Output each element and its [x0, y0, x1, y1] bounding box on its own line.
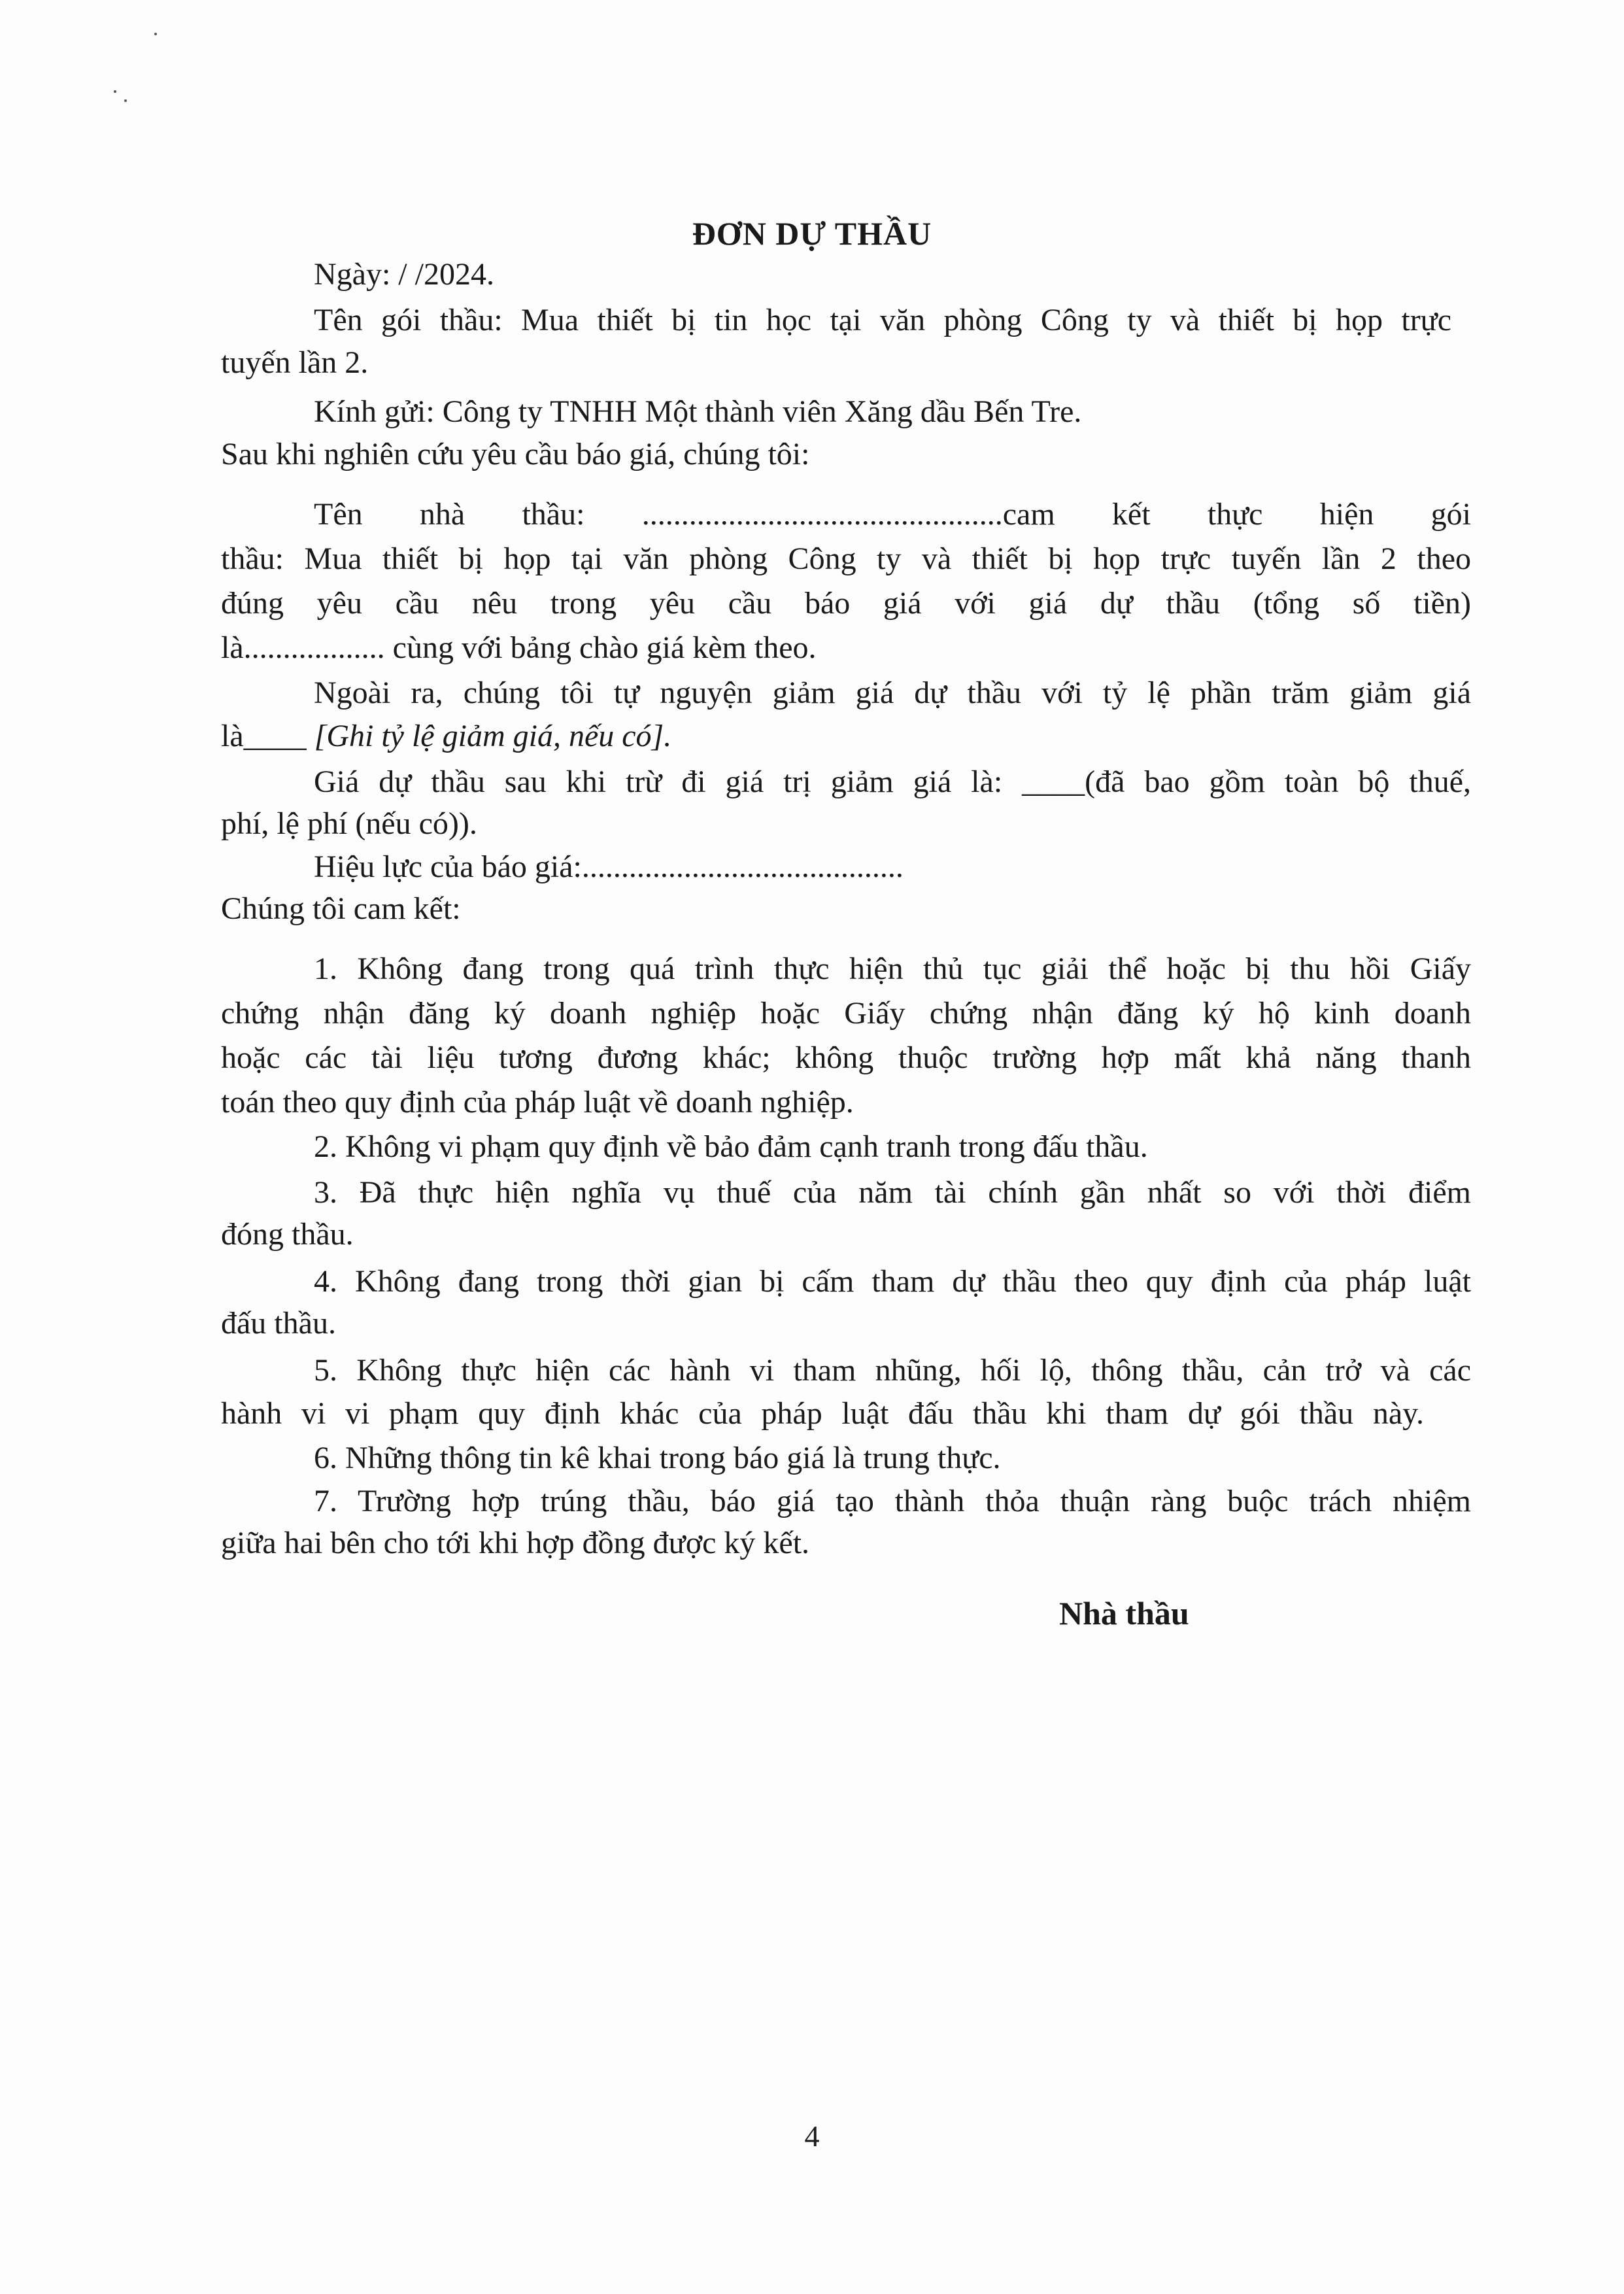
commitment-1-line-4: toán theo quy định của pháp luật về doanh nghiệp. — [221, 1085, 854, 1120]
discount-placeholder: [Ghi tỷ lệ giảm giá, nếu có]. — [314, 719, 672, 753]
price-line-1: Giá dự thầu sau khi trừ đi giá trị giảm giá là: ____(đã bao gồm toàn bộ thuế, — [314, 764, 1471, 799]
scan-speck — [124, 99, 127, 102]
commitment-7-line-1: 7. Trường hợp trúng thầu, báo giá tạo thành thỏa thuận ràng buộc trách nhiệm — [314, 1484, 1471, 1518]
bidder-line-1: Tên nhà thầu: ..............................................cam kết thực hiện gói — [314, 497, 1471, 532]
recipient-line: Kính gửi: Công ty TNHH Một thành viên Xăng dầu Bến Tre. — [314, 394, 1082, 429]
commitment-4-line-2: đấu thầu. — [221, 1306, 336, 1341]
commitment-1-line-1: 1. Không đang trong quá trình thực hiện thủ tục giải thể hoặc bị thu hồi Giấy — [314, 951, 1471, 986]
signature-label: Nhà thầu — [1059, 1595, 1189, 1632]
commitment-4-line-1: 4. Không đang trong thời gian bị cấm tham dự thầu theo quy định của pháp luật — [314, 1264, 1471, 1299]
discount-line-2 — [221, 717, 671, 756]
commitments-heading: Chúng tôi cam kết: — [221, 891, 461, 926]
discount-prefix: là____ — [221, 719, 314, 753]
bidder-line-3: đúng yêu cầu nêu trong yêu cầu báo giá với giá dự thầu (tổng số tiền) — [221, 586, 1471, 621]
scan-speck — [154, 33, 157, 35]
intro-line: Sau khi nghiên cứu yêu cầu báo giá, chúng tôi: — [221, 437, 810, 471]
price-line-2: phí, lệ phí (nếu có)). — [221, 806, 477, 841]
commitment-2: 2. Không vi phạm quy định về bảo đảm cạnh tranh trong đấu thầu. — [314, 1129, 1148, 1164]
commitment-6: 6. Những thông tin kê khai trong báo giá là trung thực. — [314, 1441, 1001, 1475]
page-number: 4 — [804, 2119, 820, 2153]
bidder-line-2: thầu: Mua thiết bị họp tại văn phòng Công ty và thiết bị họp trực tuyến lần 2 theo — [221, 541, 1471, 576]
package-line-1: Tên gói thầu: Mua thiết bị tin học tại văn phòng Công ty và thiết bị họp trực — [314, 303, 1451, 337]
commitment-1-line-3: hoặc các tài liệu tương đương khác; không thuộc trường hợp mất khả năng thanh — [221, 1040, 1471, 1075]
commitment-3-line-2: đóng thầu. — [221, 1217, 354, 1252]
commitment-3-line-1: 3. Đã thực hiện nghĩa vụ thuế của năm tài chính gần nhất so với thời điểm — [314, 1175, 1471, 1210]
bidder-line-4: là.................. cùng với bảng chào giá kèm theo. — [221, 630, 817, 665]
validity-line: Hiệu lực của báo giá:......................................... — [314, 849, 904, 884]
date-line: Ngày: / /2024. — [314, 257, 494, 292]
scan-speck — [114, 90, 116, 93]
commitment-7-line-2: giữa hai bên cho tới khi hợp đồng được ký kết. — [221, 1526, 810, 1560]
package-line-2: tuyến lần 2. — [221, 345, 369, 380]
discount-line-1: Ngoài ra, chúng tôi tự nguyện giảm giá dự thầu với tỷ lệ phần trăm giảm giá — [314, 676, 1471, 710]
commitment-5-line-1: 5. Không thực hiện các hành vi tham nhũng, hối lộ, thông thầu, cản trở và các — [314, 1353, 1471, 1388]
document-title: ĐƠN DỰ THẦU — [692, 215, 932, 252]
commitment-1-line-2: chứng nhận đăng ký doanh nghiệp hoặc Giấy chứng nhận đăng ký hộ kinh doanh — [221, 996, 1471, 1031]
commitment-5-line-2: hành vi vi phạm quy định khác của pháp luật đấu thầu khi tham dự gói thầu này. — [221, 1396, 1424, 1431]
